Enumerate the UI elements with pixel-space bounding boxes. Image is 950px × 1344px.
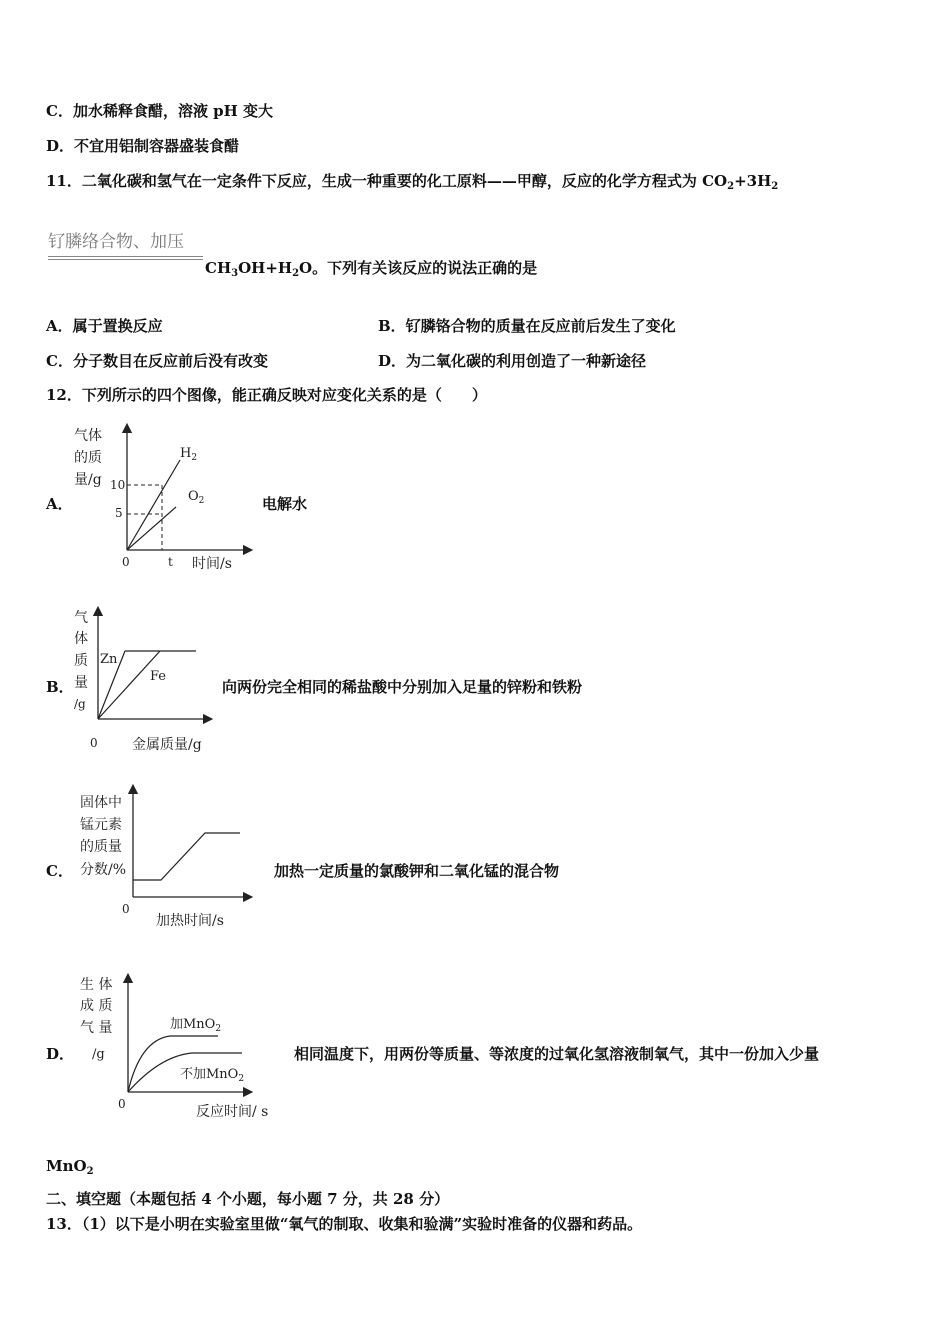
q11-product-text-c: O。下列有关该反应的说法正确的是: [299, 259, 538, 277]
y-label: 的质: [74, 450, 102, 466]
origin-label: 0: [118, 1097, 126, 1111]
q11-stem: 11．二氧化碳和氢气在一定条件下反应，生成一种重要的化工原料——甲醇，反应的化学方程式为 $CO_2+3H_2$: [46, 172, 779, 192]
series-h2-label: $H_2$: [180, 446, 198, 463]
section-heading: 二、填空题（本题包括 4 个小题，每小题 7 分，共 28 分）: [46, 1190, 450, 1208]
series-h2-line: [127, 460, 180, 550]
q12-b-letter: B．: [46, 678, 74, 696]
x-label: 加热时间/s: [156, 913, 224, 929]
x-label: 金属质量/g: [132, 737, 202, 753]
series-o2-line: [127, 507, 176, 550]
origin-label: 0: [122, 902, 130, 916]
graph-a: [70, 420, 270, 580]
y-label: 生 体: [80, 977, 113, 993]
q11-products: $CH_3OH+H_2O$。下列有关该反应的说法正确的是: [205, 259, 538, 279]
y-label: /g: [92, 1047, 105, 1062]
reaction-arrow-line: [48, 259, 203, 260]
q11-option-c: C．分子数目在反应前后没有改变: [46, 352, 268, 370]
y-label: 气: [74, 610, 88, 626]
y-label: 锰元素: [80, 817, 122, 833]
y-label: 分数/%: [80, 862, 127, 878]
series-fe-label: Fe: [150, 669, 167, 684]
q12-b-desc: 向两份完全相同的稀盐酸中分别加入足量的锌粉和铁粉: [222, 678, 583, 696]
graph-b: [68, 605, 228, 755]
q12-c-letter: C．: [46, 862, 73, 880]
x-label: 时间/s: [192, 556, 232, 572]
ytick-5: 5: [115, 506, 123, 520]
q12-d-desc: 相同温度下，用两份等质量、等浓度的过氧化氢溶液制氧气，其中一份加入少量: [294, 1045, 820, 1063]
series-without-mno2-label: 不加MnO$_2$: [180, 1067, 245, 1084]
y-label: 的质量: [80, 839, 122, 855]
origin-label: 0: [90, 736, 98, 750]
q13-stem: 13．（1）以下是小明在实验室里做“氧气的制取、收集和验满”实验时准备的仪器和药品。: [46, 1215, 643, 1233]
q12-d-tail: MnO$_2$: [46, 1157, 94, 1177]
q12-d-tail-text: MnO: [46, 1157, 87, 1175]
q10-option-c: C．加水稀释食醋，溶液 pH 变大: [46, 102, 274, 120]
q12-stem: 12．下列所示的四个图像，能正确反映对应变化关系的是（ ）: [46, 386, 487, 404]
y-label: 体: [74, 631, 88, 647]
graph-c: [78, 785, 268, 935]
q12-c-desc: 加热一定质量的氯酸钾和二氧化锰的混合物: [274, 862, 560, 880]
series-with-mno2-label: 加MnO$_2$: [170, 1017, 222, 1034]
q11-product-text-b: OH+H: [238, 259, 293, 277]
q12-a-desc: 电解水: [262, 495, 308, 513]
y-label: 量/g: [74, 472, 102, 488]
q11-stem-text: 11．二氧化碳和氢气在一定条件下反应，生成一种重要的化工原料——甲醇，反应的化学方程式为 CO: [46, 172, 728, 190]
q10-option-d: D．不宜用铝制容器盛装食醋: [46, 137, 240, 155]
y-label: /g: [74, 697, 86, 711]
y-label: 固体中: [80, 795, 122, 811]
x-label: 反应时间/ s: [196, 1104, 269, 1120]
xtick-t: t: [168, 555, 173, 569]
q11-option-d: D．为二氧化碳的利用创造了一种新途径: [378, 352, 647, 370]
y-label: 气体: [74, 428, 102, 444]
y-label: 成 质: [80, 998, 113, 1014]
graph-d: [78, 972, 288, 1122]
y-label: 气 量: [80, 1020, 113, 1036]
series-line: [133, 833, 240, 880]
q11-option-a: A．属于置换反应: [46, 317, 163, 335]
q11-product-text: CH: [205, 259, 232, 277]
q11-option-b: B．钌膦铬合物的质量在反应前后发生了变化: [378, 317, 676, 335]
reaction-arrow-line: [48, 256, 203, 257]
q11-stem-text-b: +3H: [734, 172, 772, 190]
series-with-mno2: [128, 1036, 218, 1092]
y-label: 质: [74, 653, 88, 669]
series-zn-label: Zn: [100, 652, 118, 667]
origin-label: 0: [122, 555, 130, 569]
series-o2-label: $O_2$: [188, 489, 205, 506]
q12-d-letter: D．: [46, 1045, 75, 1063]
q12-a-letter: A．: [46, 495, 73, 513]
y-label: 量: [74, 675, 88, 691]
reaction-condition: 钌膦络合物、加压: [48, 232, 184, 252]
ytick-10: 10: [110, 478, 126, 492]
